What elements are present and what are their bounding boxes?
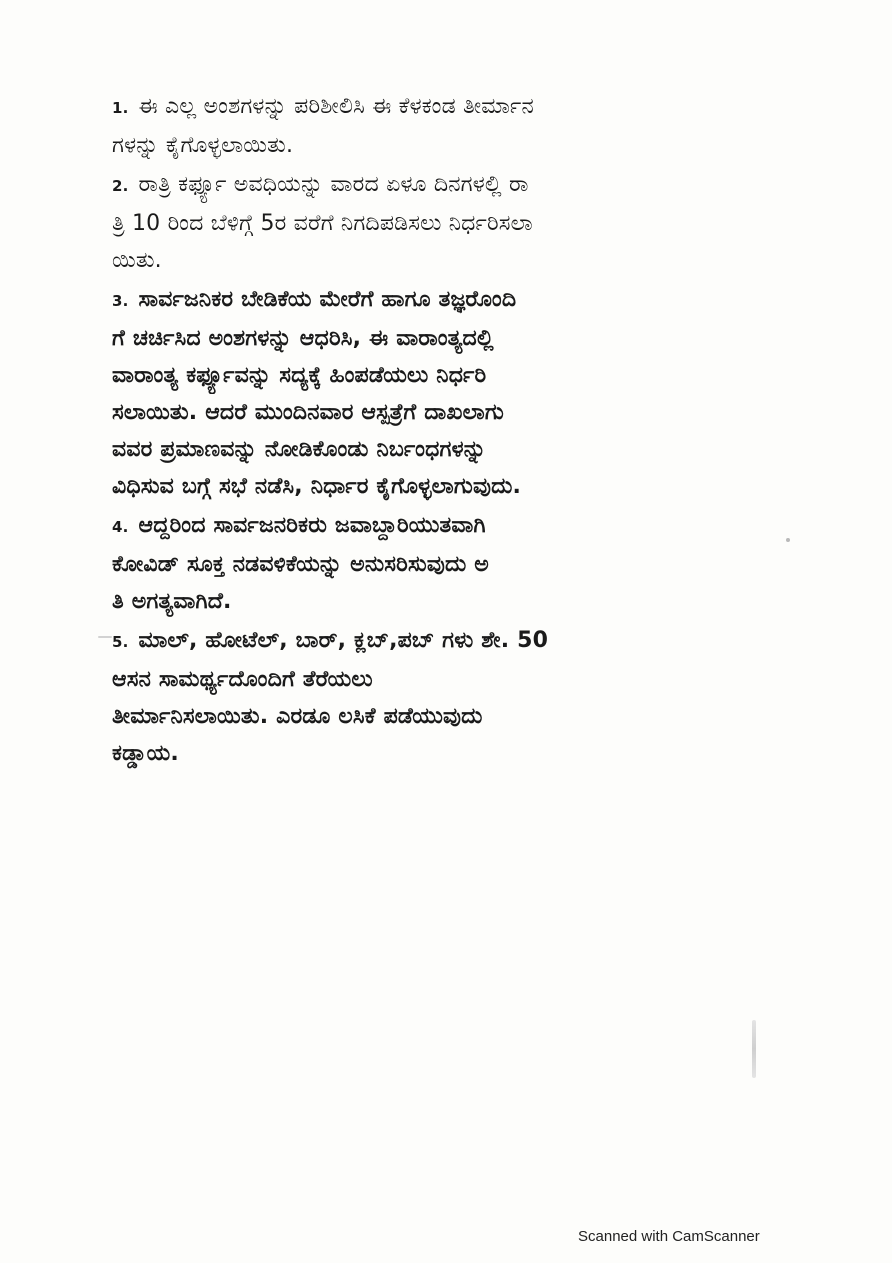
point-3 [112, 281, 716, 505]
point-5-line-1: 5. ಮಾಲ್, ಹೋಟೆಲ್, ಬಾರ್, ಕ್ಲಬ್,ಪಬ್ ಗಳು ಶೇ. 50 [112, 628, 549, 653]
scan-streak [752, 1020, 756, 1078]
point-2-number: 2. [112, 177, 129, 195]
point-3-line-6: ವಿಧಿಸುವ ಬಗ್ಗೆ ಸಭೆ ನಡೆಸಿ, ನಿರ್ಧಾರ ಕೈಗೊಳ್ಳಲಾಗುವುದು. [112, 474, 522, 499]
scan-speck-2 [98, 636, 112, 638]
scan-speck-1 [786, 538, 790, 542]
point-5-line-4: ಕಡ್ಡಾಯ. [112, 741, 179, 766]
point-2-line-1: 2. ರಾತ್ರಿ ಕರ್ಫ್ಯೂ ಅವಧಿಯನ್ನು ವಾರದ ಏಳೂ ದಿನಗಳಲ್ಲಿ ರಾ [112, 172, 529, 197]
point-3-line-5: ವವರ ಪ್ರಮಾಣವನ್ನು ನೋಡಿಕೊಂಡು ನಿರ್ಬಂಧಗಳನ್ನು [112, 437, 487, 462]
point-4-number: 4. [112, 518, 129, 536]
point-4-line-2: ಕೋವಿಡ್ ಸೂಕ್ತ ನಡವಳಿಕೆಯನ್ನು ಅನುಸರಿಸುವುದು ಅ [112, 552, 489, 577]
point-3-line-4: ಸಲಾಯಿತು. ಆದರೆ ಮುಂದಿನವಾರ ಆಸ್ಪತ್ರೆಗೆ ದಾಖಲಾಗು [112, 400, 504, 425]
point-3-line-3: ವಾರಾಂತ್ಯ ಕರ್ಫ್ಯೂವನ್ನು ಸದ್ಯಕ್ಕೆ ಹಿಂಪಡೆಯಲು ನಿರ್ಧರಿ [112, 363, 487, 388]
point-1-number: 1. [112, 99, 129, 117]
point-2 [112, 166, 716, 279]
point-5-number: 5. [112, 633, 129, 651]
point-1-line-2: ಗಳನ್ನು ಕೈಗೊಳ್ಳಲಾಯಿತು. [112, 133, 294, 158]
point-3-number: 3. [112, 292, 129, 310]
camscanner-footer: Scanned with CamScanner [578, 1228, 760, 1245]
point-4-line-3: ತಿ ಅಗತ್ಯವಾಗಿದೆ. [112, 589, 232, 614]
point-2-line-2: ತ್ರಿ 10 ರಿಂದ ಬೆಳಿಗ್ಗೆ 5ರ ವರೆಗೆ ನಿಗದಿಪಡಿಸಲು ನಿರ್ಧರಿಸಲಾ [112, 211, 533, 236]
point-5-line-2: ಆಸನ ಸಾಮರ್ಥ್ಯದೊಂದಿಗೆ ತೆರೆಯಲು [112, 667, 373, 692]
point-1 [112, 88, 716, 164]
point-1-line-1: 1. ಈ ಎಲ್ಲ ಅಂಶಗಳನ್ನು ಪರಿಶೀಲಿಸಿ ಈ ಕೆಳಕಂಡ ತೀರ್ಮಾನ [112, 94, 534, 119]
point-4-line-1: 4. ಆದ್ದರಿಂದ ಸಾರ್ವಜನರಿಕರು ಜವಾಬ್ದಾರಿಯುತವಾಗಿ [112, 513, 486, 538]
point-3-line-1: 3. ಸಾರ್ವಜನಿಕರ ಬೇಡಿಕೆಯ ಮೇರೆಗೆ ಹಾಗೂ ತಜ್ಞರೊಂದಿ [112, 287, 517, 312]
point-2-line-3: ಯಿತು. [112, 248, 162, 273]
document-body [112, 88, 716, 774]
point-5-line-3: ತೀರ್ಮಾನಿಸಲಾಯಿತು. ಎರಡೂ ಲಸಿಕೆ ಪಡೆಯುವುದು [112, 704, 483, 729]
point-3-line-2: ಗೆ ಚರ್ಚಿಸಿದ ಅಂಶಗಳನ್ನು ಆಧರಿಸಿ, ಈ ವಾರಾಂತ್ಯದಲ್ಲಿ [112, 326, 494, 351]
point-4 [112, 507, 716, 620]
point-5 [112, 622, 716, 772]
